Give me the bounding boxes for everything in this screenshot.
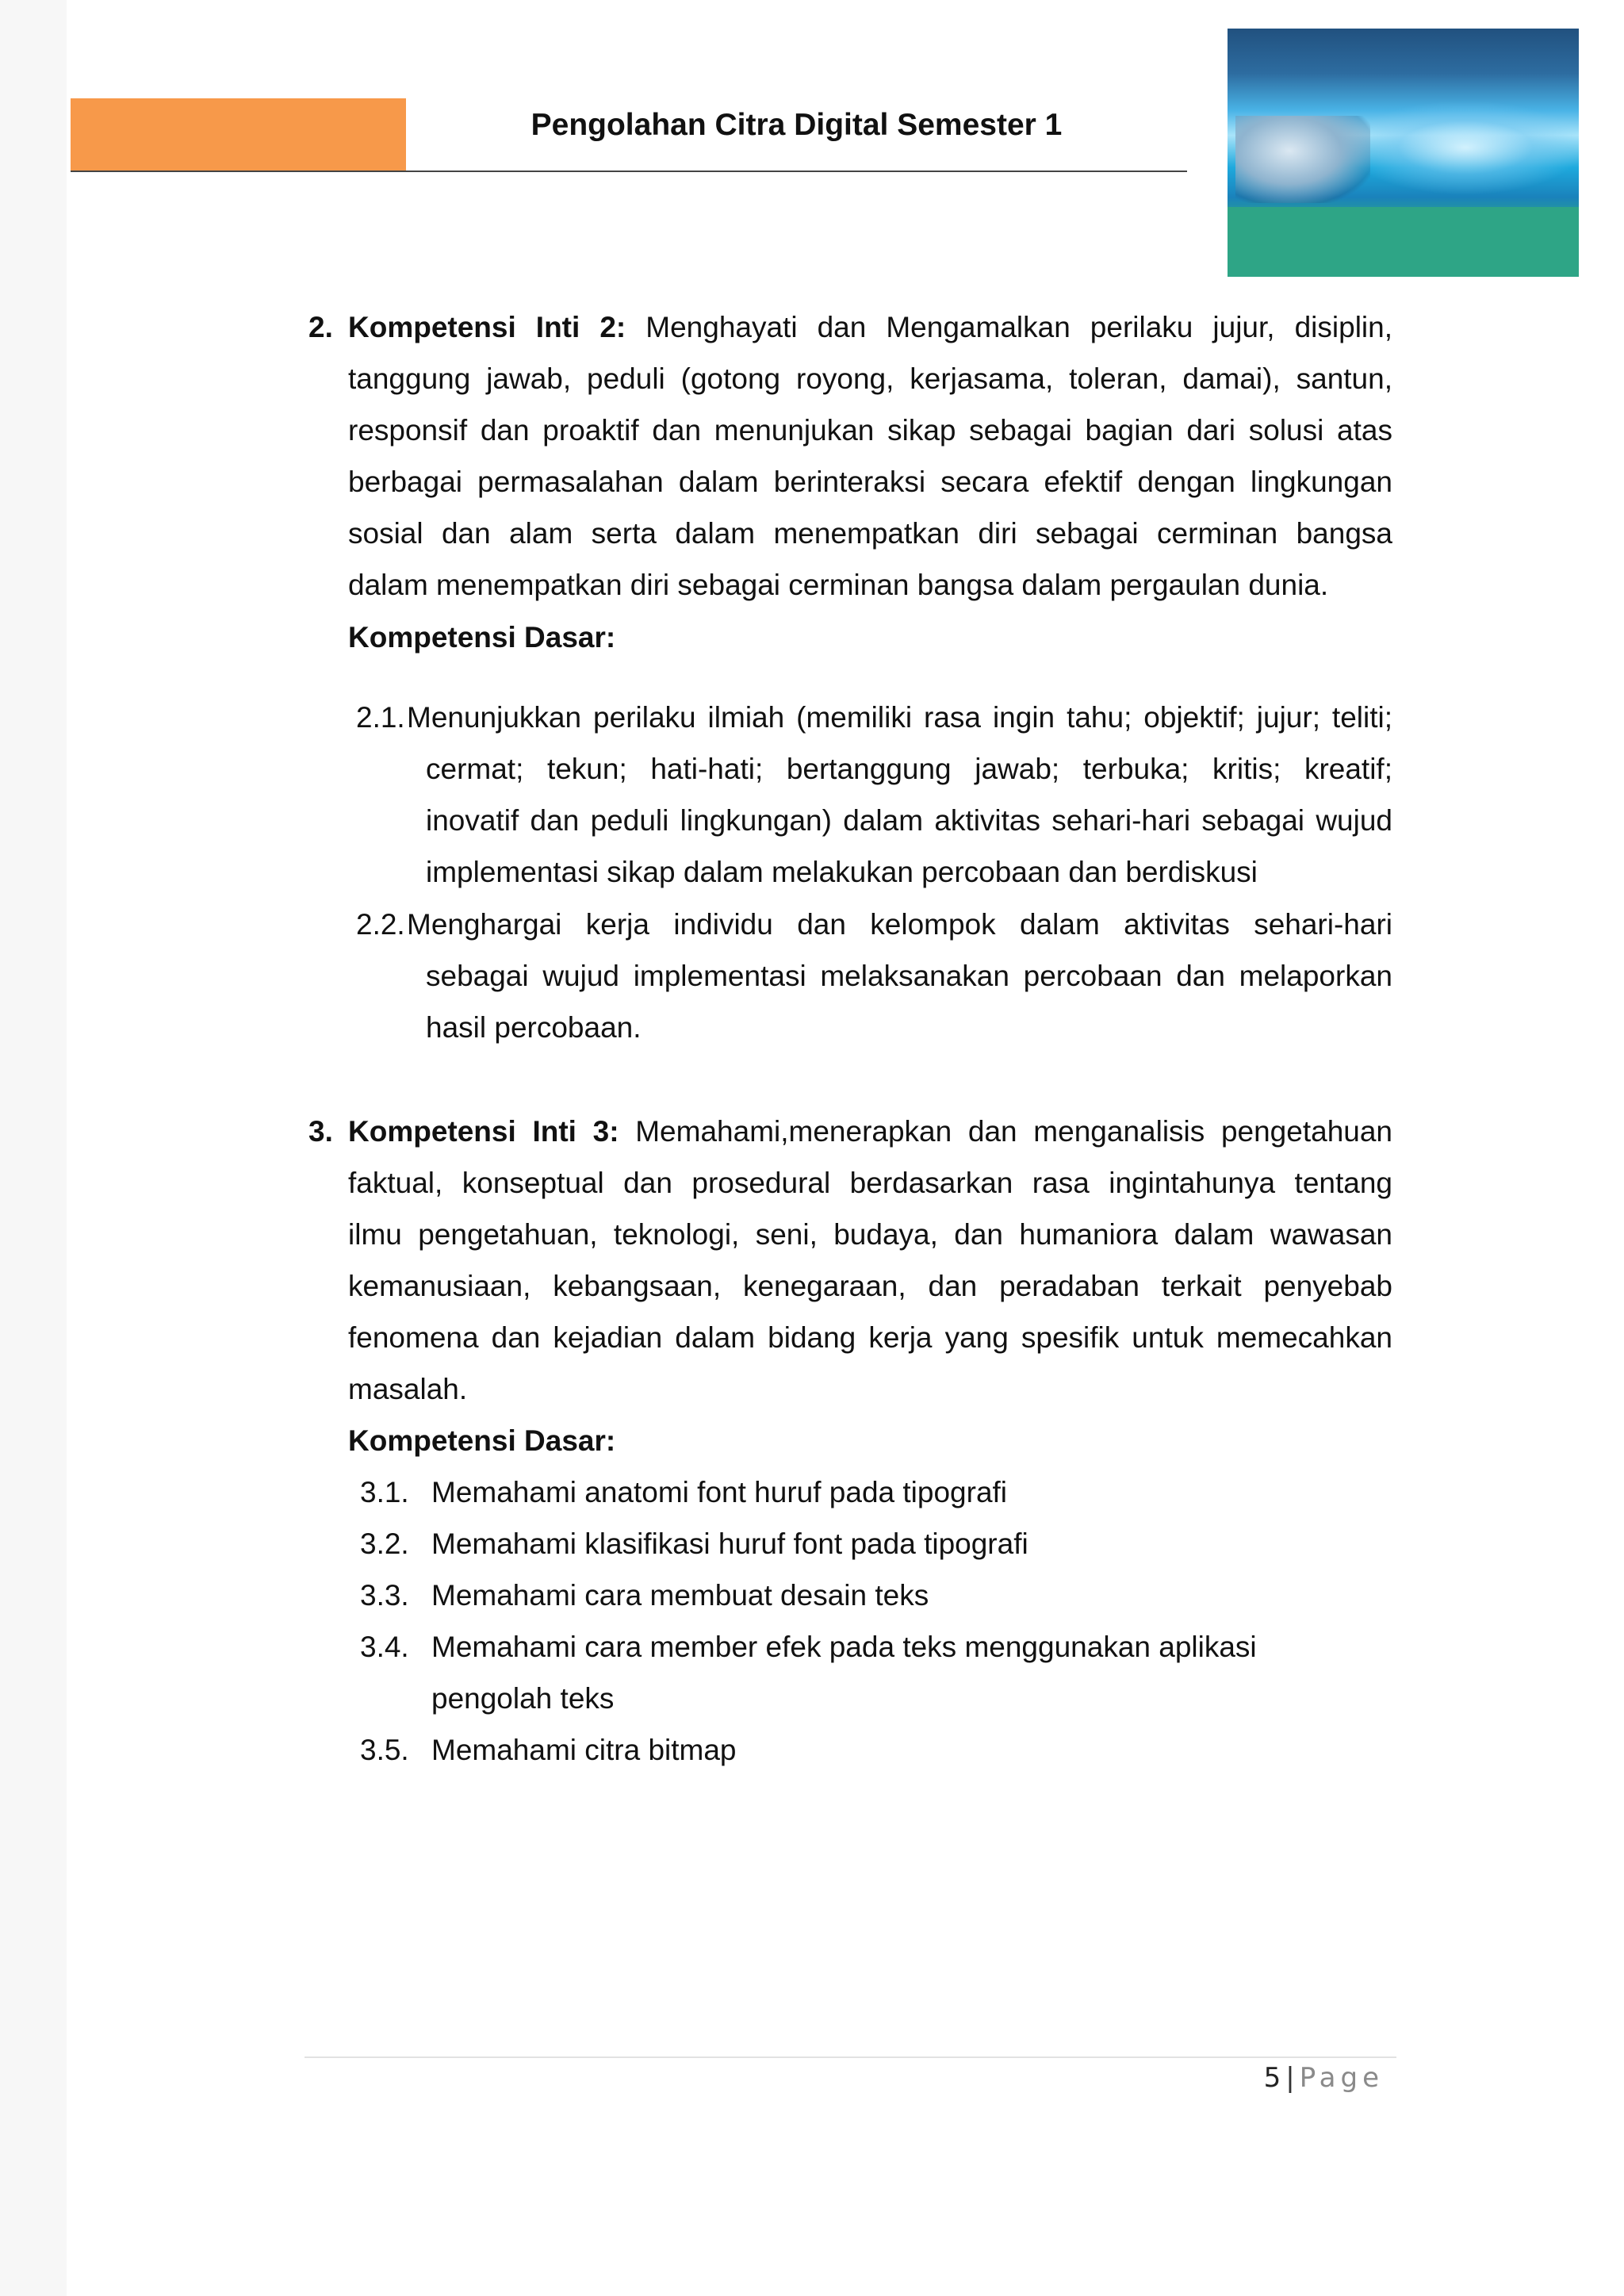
section-text-line: berbagai permasalahan dalam berinteraksi secara efektif dengan lingkungan — [348, 466, 1392, 498]
header-banner-image — [1228, 29, 1579, 277]
kd-item-number: 3.5. — [360, 1734, 409, 1766]
kd-item-line: Memahami anatomi font huruf pada tipografi — [431, 1476, 1008, 1508]
kd-item-line: Menghargai kerja individu dan kelompok dalam aktivitas sehari-hari — [407, 908, 1392, 941]
section-text-line: sosial dan alam serta dalam menempatkan diri sebagai cerminan bangsa — [348, 517, 1392, 550]
section-text-line: fenomena dan kejadian dalam bidang kerja yang spesifik untuk memecahkan — [348, 1321, 1392, 1354]
page-number-footer — [1189, 2062, 1384, 2094]
footer-rule — [304, 2056, 1396, 2058]
section-text-line: kemanusiaan, kebangsaan, kenegaraan, dan peradaban terkait penyebab — [348, 1270, 1392, 1302]
section-text-line: masalah. — [348, 1373, 468, 1405]
section-heading: Kompetensi Inti 2: — [348, 311, 626, 343]
page-number: 5 — [1263, 2062, 1281, 2094]
section-text-line: faktual, konseptual dan prosedural berdasarkan rasa ingintahunya tentang — [348, 1167, 1392, 1199]
header-accent-block — [71, 98, 406, 171]
kd-item-line: inovatif dan peduli lingkungan) dalam aktivitas sehari-hari sebagai wujud — [426, 804, 1392, 837]
kd-item-line: Memahami cara member efek pada teks menggunakan aplikasi — [431, 1631, 1257, 1663]
kd-item-number: 2.2. — [356, 908, 405, 941]
laptop-hand-graphic — [1235, 116, 1370, 203]
kd-heading: Kompetensi Dasar: — [348, 621, 616, 654]
kd-item-line: Memahami citra bitmap — [431, 1734, 737, 1766]
page-separator: | — [1285, 2062, 1295, 2094]
section-text-line: tanggung jawab, peduli (gotong royong, kerjasama, toleran, damai), santun, — [348, 362, 1392, 395]
kd-item-line: Memahami cara membuat desain teks — [431, 1579, 929, 1612]
kd-item-line: sebagai wujud implementasi melaksanakan percobaan dan melaporkan — [426, 960, 1392, 992]
kd-item-number: 3.1. — [360, 1476, 409, 1508]
section-first-line — [348, 1114, 1392, 1149]
section-number: 3. — [308, 1115, 333, 1148]
section-heading: Kompetensi Inti 3: — [348, 1115, 619, 1148]
section-text-line: responsif dan proaktif dan menunjukan sikap sebagai bagian dari solusi atas — [348, 414, 1392, 447]
kd-heading: Kompetensi Dasar: — [348, 1424, 616, 1457]
section-text-line: Menghayati dan Mengamalkan perilaku jujur, disiplin, — [645, 311, 1393, 343]
section-text-line: dalam menempatkan diri sebagai cerminan bangsa dalam pergaulan dunia. — [348, 569, 1329, 601]
kd-item-number: 3.2. — [360, 1527, 409, 1560]
header-title: Pengolahan Citra Digital Semester 1 — [530, 108, 1063, 142]
header-rule — [71, 171, 1187, 172]
kd-item-line: Menunjukkan perilaku ilmiah (memiliki rasa ingin tahu; objektif; jujur; teliti; — [407, 701, 1392, 734]
header-image-glow — [1346, 100, 1579, 195]
page-margin-shade — [0, 0, 67, 2296]
kd-item-number: 3.3. — [360, 1579, 409, 1612]
kd-item-line: implementasi sikap dalam melakukan percobaan dan berdiskusi — [426, 856, 1258, 888]
section-number: 2. — [308, 311, 333, 343]
section-text-line: ilmu pengetahuan, teknologi, seni, budaya, dan humaniora dalam wawasan — [348, 1218, 1392, 1251]
kd-item-line: cermat; tekun; hati-hati; bertanggung jawab; terbuka; kritis; kreatif; — [426, 753, 1392, 785]
section-first-line — [348, 310, 1392, 345]
section-text-line: Memahami,menerapkan dan menganalisis pengetahuan — [635, 1115, 1393, 1148]
kd-item-line: hasil percobaan. — [426, 1011, 642, 1044]
kd-item-line: Memahami klasifikasi huruf font pada tipografi — [431, 1527, 1028, 1560]
page-word: Page — [1299, 2062, 1384, 2094]
kd-item-line: pengolah teks — [431, 1682, 615, 1715]
kd-item-number: 2.1. — [356, 701, 405, 734]
kd-item-number: 3.4. — [360, 1631, 409, 1663]
header-image-band — [1228, 207, 1579, 277]
